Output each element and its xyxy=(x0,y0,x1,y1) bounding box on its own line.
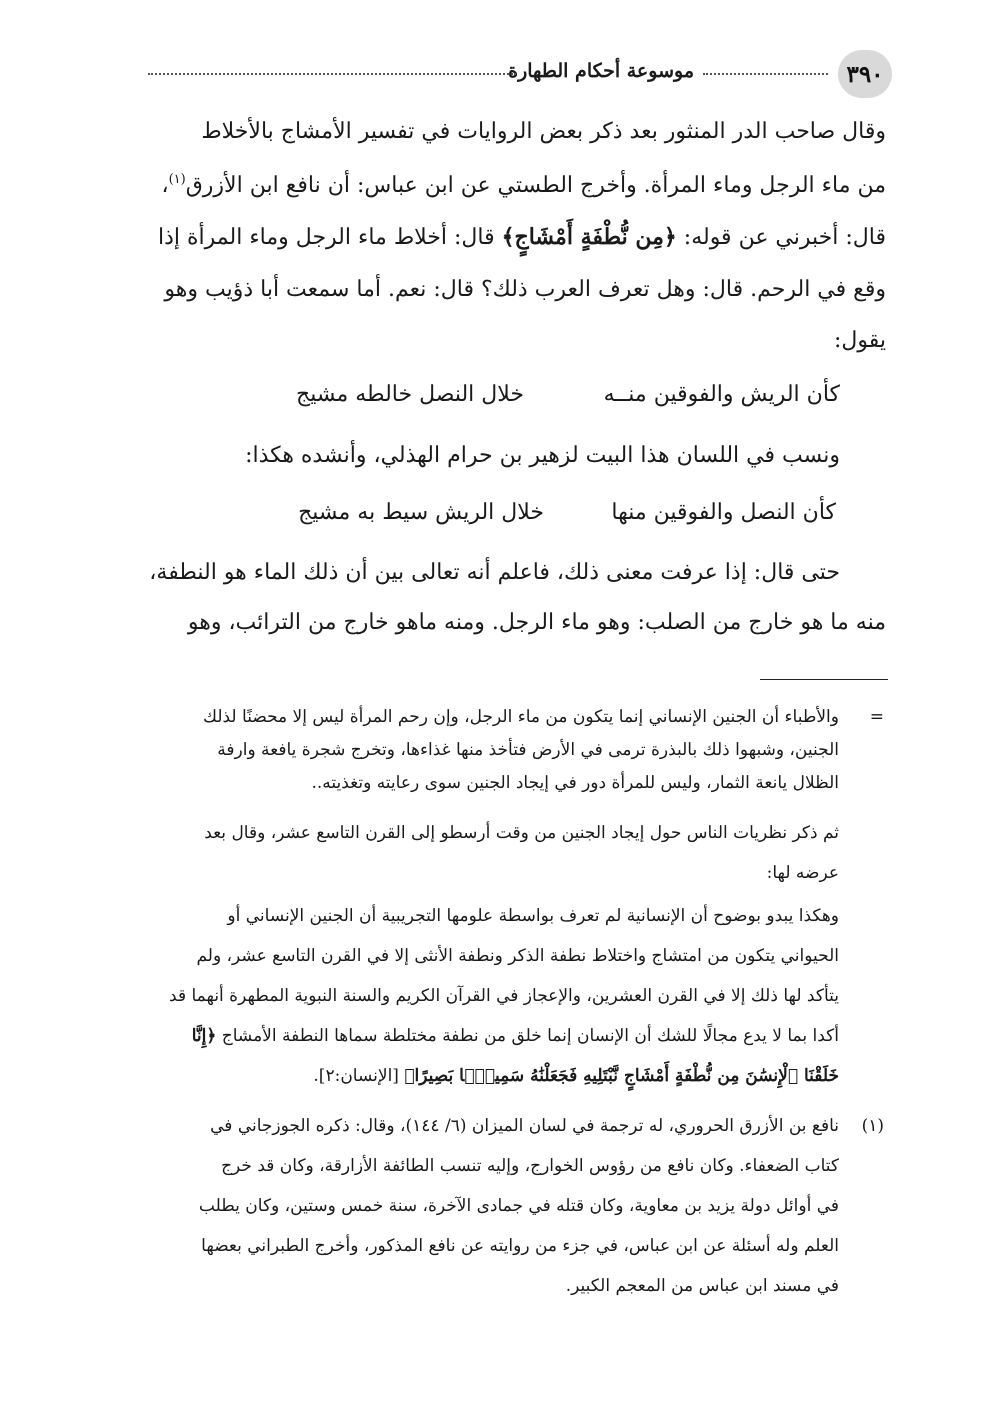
footnote-cont-line-9-text: أكدا بما لا يدع مجالًا للشك أن الإنسان إنما خلق من نطفة مختلطة سماها النطفة الأمشاج xyxy=(221,1026,839,1046)
body-line-6: حتى قال: إذا عرفت معنى ذلك، فاعلم أنه تعالى بين أن ذلك الماء هو النطفة، xyxy=(149,560,840,585)
footnote-1-line-5: في مسند ابن عباس من المعجم الكبير. xyxy=(565,1276,839,1296)
footnote-cont-line-10 xyxy=(313,1063,839,1089)
body-line-3 xyxy=(158,222,886,252)
quran-quote-1: ﴿مِن نُّطْفَةٍ أَمْشَاجٍ﴾ xyxy=(501,224,677,250)
footnote-cont-line-4: ثم ذكر نظريات الناس حول إيجاد الجنين من وقت أرسطو إلى القرن التاسع عشر، وقال بعد xyxy=(204,823,839,843)
body-line-5: يقول: xyxy=(833,328,886,353)
body-line-2-text: من ماء الرجل وماء المرأة. وأخرج الطستي عن ابن عباس: أن نافع ابن الأزرق xyxy=(185,173,886,198)
verse-2-hemistich-right: كأن النصل والفوقين منها xyxy=(611,500,836,525)
body-line-2 xyxy=(161,171,886,201)
quran-quote-2-start: ﴿إِنَّا xyxy=(191,1026,217,1046)
page-number: ٣٩٠ xyxy=(838,50,892,98)
body-line-3-lead: قال: أخبرني عن قوله: xyxy=(683,225,886,250)
body-line-4: وقع في الرحم. قال: وهل تعرف العرب ذلك؟ قال: نعم. أما سمعت أبا ذؤيب وهو xyxy=(164,277,886,302)
verse-2-hemistich-left: خلال الريش سيط به مشيج xyxy=(298,500,544,525)
body-middle-line: ونسب في اللسان هذا البيت لزهير بن حرام الهذلي، وأنشده هكذا: xyxy=(245,443,840,468)
footnote-cont-line-5: عرضه لها: xyxy=(766,863,839,883)
verse-1-hemistich-left: خلال النصل خالطه مشيج xyxy=(296,382,524,407)
header-dots-left xyxy=(148,73,516,75)
footnote-cont-line-1: والأطباء أن الجنين الإنساني إنما يتكون من ماء الرجل، وإن رحم المرأة ليس إلا محضنًا لذلك xyxy=(203,707,839,727)
footnote-cont-line-2: الجنين، وشبهوا ذلك بالبذرة ترمى في الأرض فتأخذ منها غذاءها، وتخرج شجرة يافعة وارفة xyxy=(217,740,839,760)
footnote-1-line-1: نافع بن الأزرق الحروري، له ترجمة في لسان الميزان (٦/ ١٤٤)، وقال: ذكره الجوزجاني في xyxy=(210,1116,839,1136)
quran-reference: [الإنسان:٢]. xyxy=(313,1066,399,1086)
footnote-cont-line-9 xyxy=(192,1023,839,1049)
quran-quote-2-end: خَلَقْنَا ٱلْإِنسَٰنَ مِن نُّطْفَةٍ أَمْشَاجٍ نَّبْتَلِيهِ فَجَعَلْنَٰهُ سَمِيعًۢا بَصِيرًا﴾ xyxy=(404,1066,839,1086)
footnote-1-line-2: كتاب الضعفاء. وكان نافع من رؤوس الخوارج، وإليه تنسب الطائفة الأزارقة، وكان قد خرج xyxy=(221,1156,839,1176)
footnote-1-line-4: العلم وله أسئلة عن ابن عباس، في جزء من روايته عن نافع المذكور، وأخرج الطبراني بعضها xyxy=(201,1236,839,1256)
footnote-separator xyxy=(760,679,888,680)
footnote-cont-line-8: يتأكد لها ذلك إلا في القرن العشرين، والإعجاز في القرآن الكريم والسنة النبوية المطهرة أنهما قد xyxy=(169,986,839,1006)
body-line-7: منه ما هو خارج من الصلب: وهو ماء الرجل. ومنه ماهو خارج من الترائب، وهو xyxy=(187,610,886,635)
footnote-cont-line-6: وهكذا يبدو بوضوح أن الإنسانية لم تعرف بواسطة علومها التجريبية أن الجنين الإنساني أو xyxy=(227,906,839,926)
running-title: موسوعة أحكام الطهارة xyxy=(508,60,694,82)
footnote-ref-1[interactable]: (١) xyxy=(168,172,186,187)
header-dots-right xyxy=(703,73,828,75)
footnote-continuation-marker: = xyxy=(869,707,884,727)
verse-1-hemistich-right: كأن الريش والفوقين منــه xyxy=(603,382,840,407)
footnote-cont-line-3: الظلال يانعة الثمار، وليس للمرأة دور في إيجاد الجنين سوى رعايته وتغذيته.. xyxy=(311,773,839,793)
page-header xyxy=(140,50,892,98)
body-line-3-rest: قال: أخلاط ماء الرجل وماء المرأة إذا xyxy=(158,225,495,250)
footnote-1-marker: (١) xyxy=(861,1116,884,1136)
footnote-1-line-3: في أوائل دولة يزيد بن معاوية، وكان قتله في جمادى الآخرة، سنة خمس وستين، وكان يطلب xyxy=(198,1196,839,1216)
footnote-cont-line-7: الحيواني يتكون من امتشاج واختلاط نطفة الذكر ونطفة الأنثى إلا في القرن التاسع عشر، ولم xyxy=(196,946,839,966)
body-line-2-comma: ، xyxy=(161,173,169,198)
body-line-1: وقال صاحب الدر المنثور بعد ذكر بعض الروايات في تفسير الأمشاج بالأخلاط xyxy=(201,119,886,144)
